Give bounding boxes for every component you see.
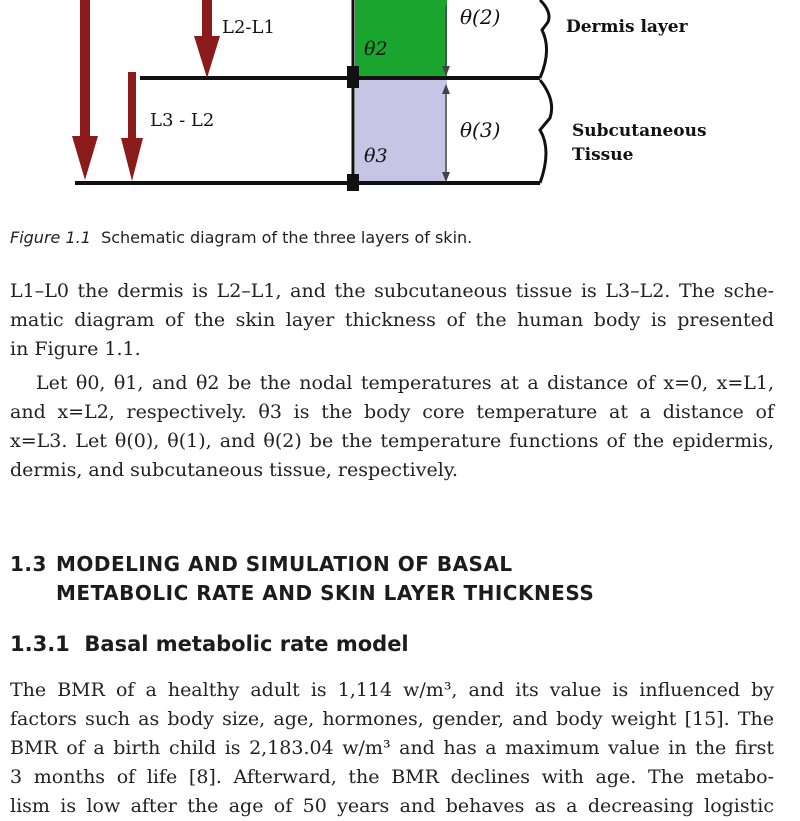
p3-line-2: factors such as body size, age, hormones, gender, and body weight [15]. The — [10, 708, 774, 730]
p1-line-3: in Figure 1.1. — [10, 338, 141, 360]
section-title-line-2: METABOLIC RATE AND SKIN LAYER THICKNESS — [56, 581, 595, 605]
section-title-line-1: MODELING AND SIMULATION OF BASAL — [56, 552, 513, 576]
node-marker-l3 — [347, 174, 359, 191]
p2-line-1: Let θ0, θ1, and θ2 be the nodal temperatures at a distance of x=0, x=L1, — [36, 372, 774, 394]
subsection-heading — [10, 632, 409, 656]
figure-caption — [10, 228, 790, 247]
label-theta-sup2: θ(2) — [460, 5, 501, 29]
skin-layer-diagram — [0, 0, 800, 200]
section-heading — [10, 550, 594, 608]
dermis-brace — [540, 0, 549, 78]
label-theta-sup3: θ(3) — [460, 118, 501, 142]
p2-line-4: dermis, and subcutaneous tissue, respectively. — [10, 459, 459, 481]
p3-line-3: BMR of a birth child is 2,183.04 w/m³ and has a maximum value in the first — [10, 737, 774, 759]
p3-line-4: 3 months of life [8]. Afterward, the BMR declines with age. The metabo- — [10, 766, 774, 788]
p1-line-2: matic diagram of the skin layer thickness of the human body is presented — [10, 309, 774, 331]
label-dermis-layer: Dermis layer — [566, 17, 688, 37]
arrow-l3-l2 — [121, 72, 143, 181]
paragraph-3 — [10, 676, 774, 821]
p1-line-1: L1–L0 the dermis is L2–L1, and the subcutaneous tissue is L3–L2. The sche- — [10, 280, 774, 302]
p2-line-2: and x=L2, respectively. θ3 is the body core temperature at a distance of — [10, 401, 774, 423]
p2-line-3: x=L3. Let θ(0), θ(1), and θ(2) be the temperature functions of the epidermis, — [10, 430, 774, 452]
label-tissue: Tissue — [572, 145, 634, 165]
subcutaneous-layer-fill — [355, 79, 447, 183]
paragraph-2 — [10, 369, 774, 485]
node-marker-l2 — [347, 66, 359, 88]
p3-line-5: lism is low after the age of 50 years and behaves as a decreasing logistic — [10, 795, 774, 817]
label-theta2-inner: θ2 — [364, 38, 388, 60]
label-subcutaneous: Subcutaneous — [572, 121, 707, 141]
label-l3-l2: L3 - L2 — [150, 110, 215, 131]
paragraph-1 — [10, 277, 774, 364]
subsection-number: 1.3.1 — [10, 632, 70, 656]
figure-number: Figure 1.1 — [10, 228, 91, 247]
arrow-l2-l1 — [194, 0, 220, 78]
subcutaneous-brace — [540, 80, 552, 183]
subsection-title: Basal metabolic rate model — [84, 632, 409, 656]
arrow-l1 — [72, 0, 98, 180]
p3-line-1: The BMR of a healthy adult is 1,114 w/m³, and its value is influenced by — [10, 679, 774, 701]
section-number: 1.3 — [10, 552, 47, 576]
label-l2-l1: L2-L1 — [222, 17, 275, 38]
figure-caption-text: Schematic diagram of the three layers of skin. — [101, 228, 473, 247]
label-theta3-inner: θ3 — [364, 145, 388, 167]
